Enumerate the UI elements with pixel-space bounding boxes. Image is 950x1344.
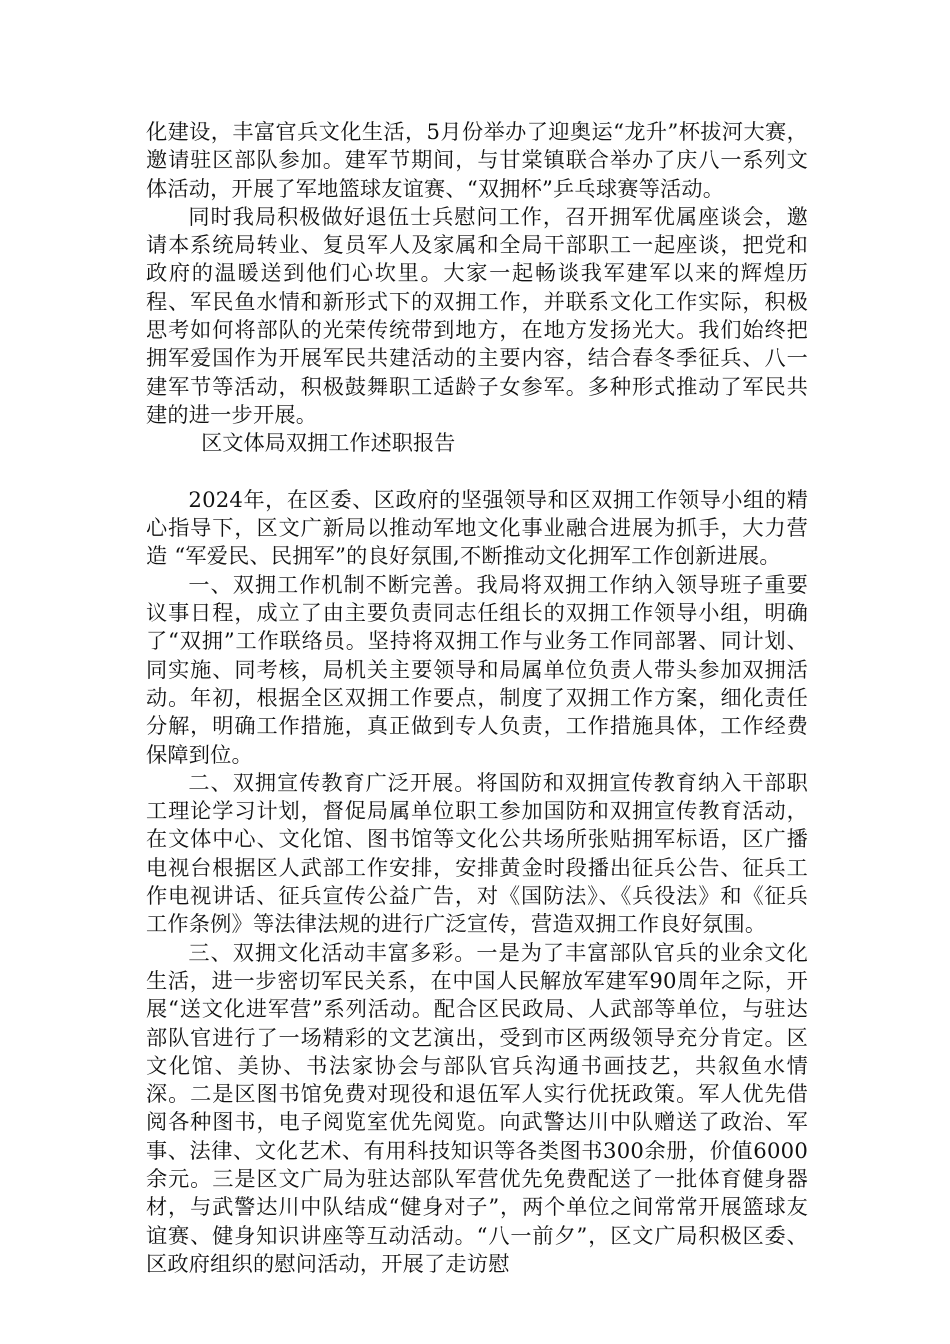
paragraph-mechanism: 一、双拥工作机制不断完善。我局将双拥工作纳入领导班子重要议事日程，成立了由主要负责同志任组长的双拥工作领导小组，明确了“双拥”工作联络员。坚持将双拥工作与业务工作同部署、同计划、同实施、同考核，局机关主要领导和局属单位负责人带头参加双拥活动。年初，根据全区双拥工作要点，制度了双拥工作方案，细化责任分解，明确工作措施，真正做到专人负责，工作措施具体，工作经费保障到位。 (146, 571, 808, 767)
paragraph-continued: 化建设，丰富官兵文化生活，5月份举办了迎奥运“龙升”杯拔河大赛，邀请驻区部队参加。建军节期间，与甘棠镇联合举办了庆八一系列文体活动，开展了军地篮球友谊赛、“双拥杯”乒乓球赛等活动。 (146, 119, 808, 201)
paragraph-intro: 2024年，在区委、区政府的坚强领导和区双拥工作领导小组的精心指导下，区文广新局以推动军地文化事业融合进展为抓手，大力营造 “军爱民、民拥军”的良好氛围,不断推动文化拥军工作创新进展。 (146, 486, 808, 569)
blank-line (146, 458, 808, 486)
paragraph-veterans: 同时我局积极做好退伍士兵慰问工作，召开拥军优属座谈会，邀请本系统局转业、复员军人及家属和全局干部职工一起座谈，把党和政府的温暖送到他们心坎里。大家一起畅谈我军建军以来的辉煌历程、军民鱼水情和新形式下的双拥工作，并联系文化工作实际，积极思考如何将部队的光荣传统带到地方，在地方发扬光大。我们始终把拥军爱国作为开展军民共建活动的主要内容，结合春冬季征兵、八一建军节等活动，积极鼓舞职工适龄子女参军。多种形式推动了军民共建的进一步开展。 (146, 203, 808, 427)
paragraph-education: 二、双拥宣传教育广泛开展。将国防和双拥宣传教育纳入干部职工理论学习计划，督促局属单位职工参加国防和双拥宣传教育活动，在文体中心、文化馆、图书馆等文化公共场所张贴拥军标语，区广播电视台根据区人武部工作安排，安排黄金时段播出征兵公告、征兵工作电视讲话、征兵宣传公益广告，对《国防法》、《兵役法》和《征兵工作条例》等法律法规的进行广泛宣传，营造双拥工作良好氛围。 (146, 769, 808, 937)
report-title: 区文体局双拥工作述职报告 (201, 430, 456, 456)
paragraph-activities: 三、双拥文化活动丰富多彩。一是为了丰富部队官兵的业余文化生活，进一步密切军民关系，在中国人民解放军建军90周年之际，开展“送文化进军营”系列活动。配合区民政局、人武部等单位，与驻达部队官进行了一场精彩的文艺演出，受到市区两级领导充分肯定。区文化馆、美协、书法家协会与部队官兵沟通书画技艺，共叙鱼水情深。二是区图书馆免费对现役和退伍军人实行优抚政策。军人优先借阅各种图书，电子阅览室优先阅览。向武警达川中队赠送了政治、军事、法律、文化艺术、有用科技知识等各类图书300余册，价值6000余元。三是区文广局为驻达部队军营优先免费配送了一批体育健身器材，与武警达川中队结成“健身对子”，两个单位之间常常开展篮球友谊赛、健身知识讲座等互动活动。“八一前夕”，区文广局积极区委、区政府组织的慰问活动，开展了走访慰 (146, 939, 808, 1276)
document-page (146, 118, 808, 1278)
